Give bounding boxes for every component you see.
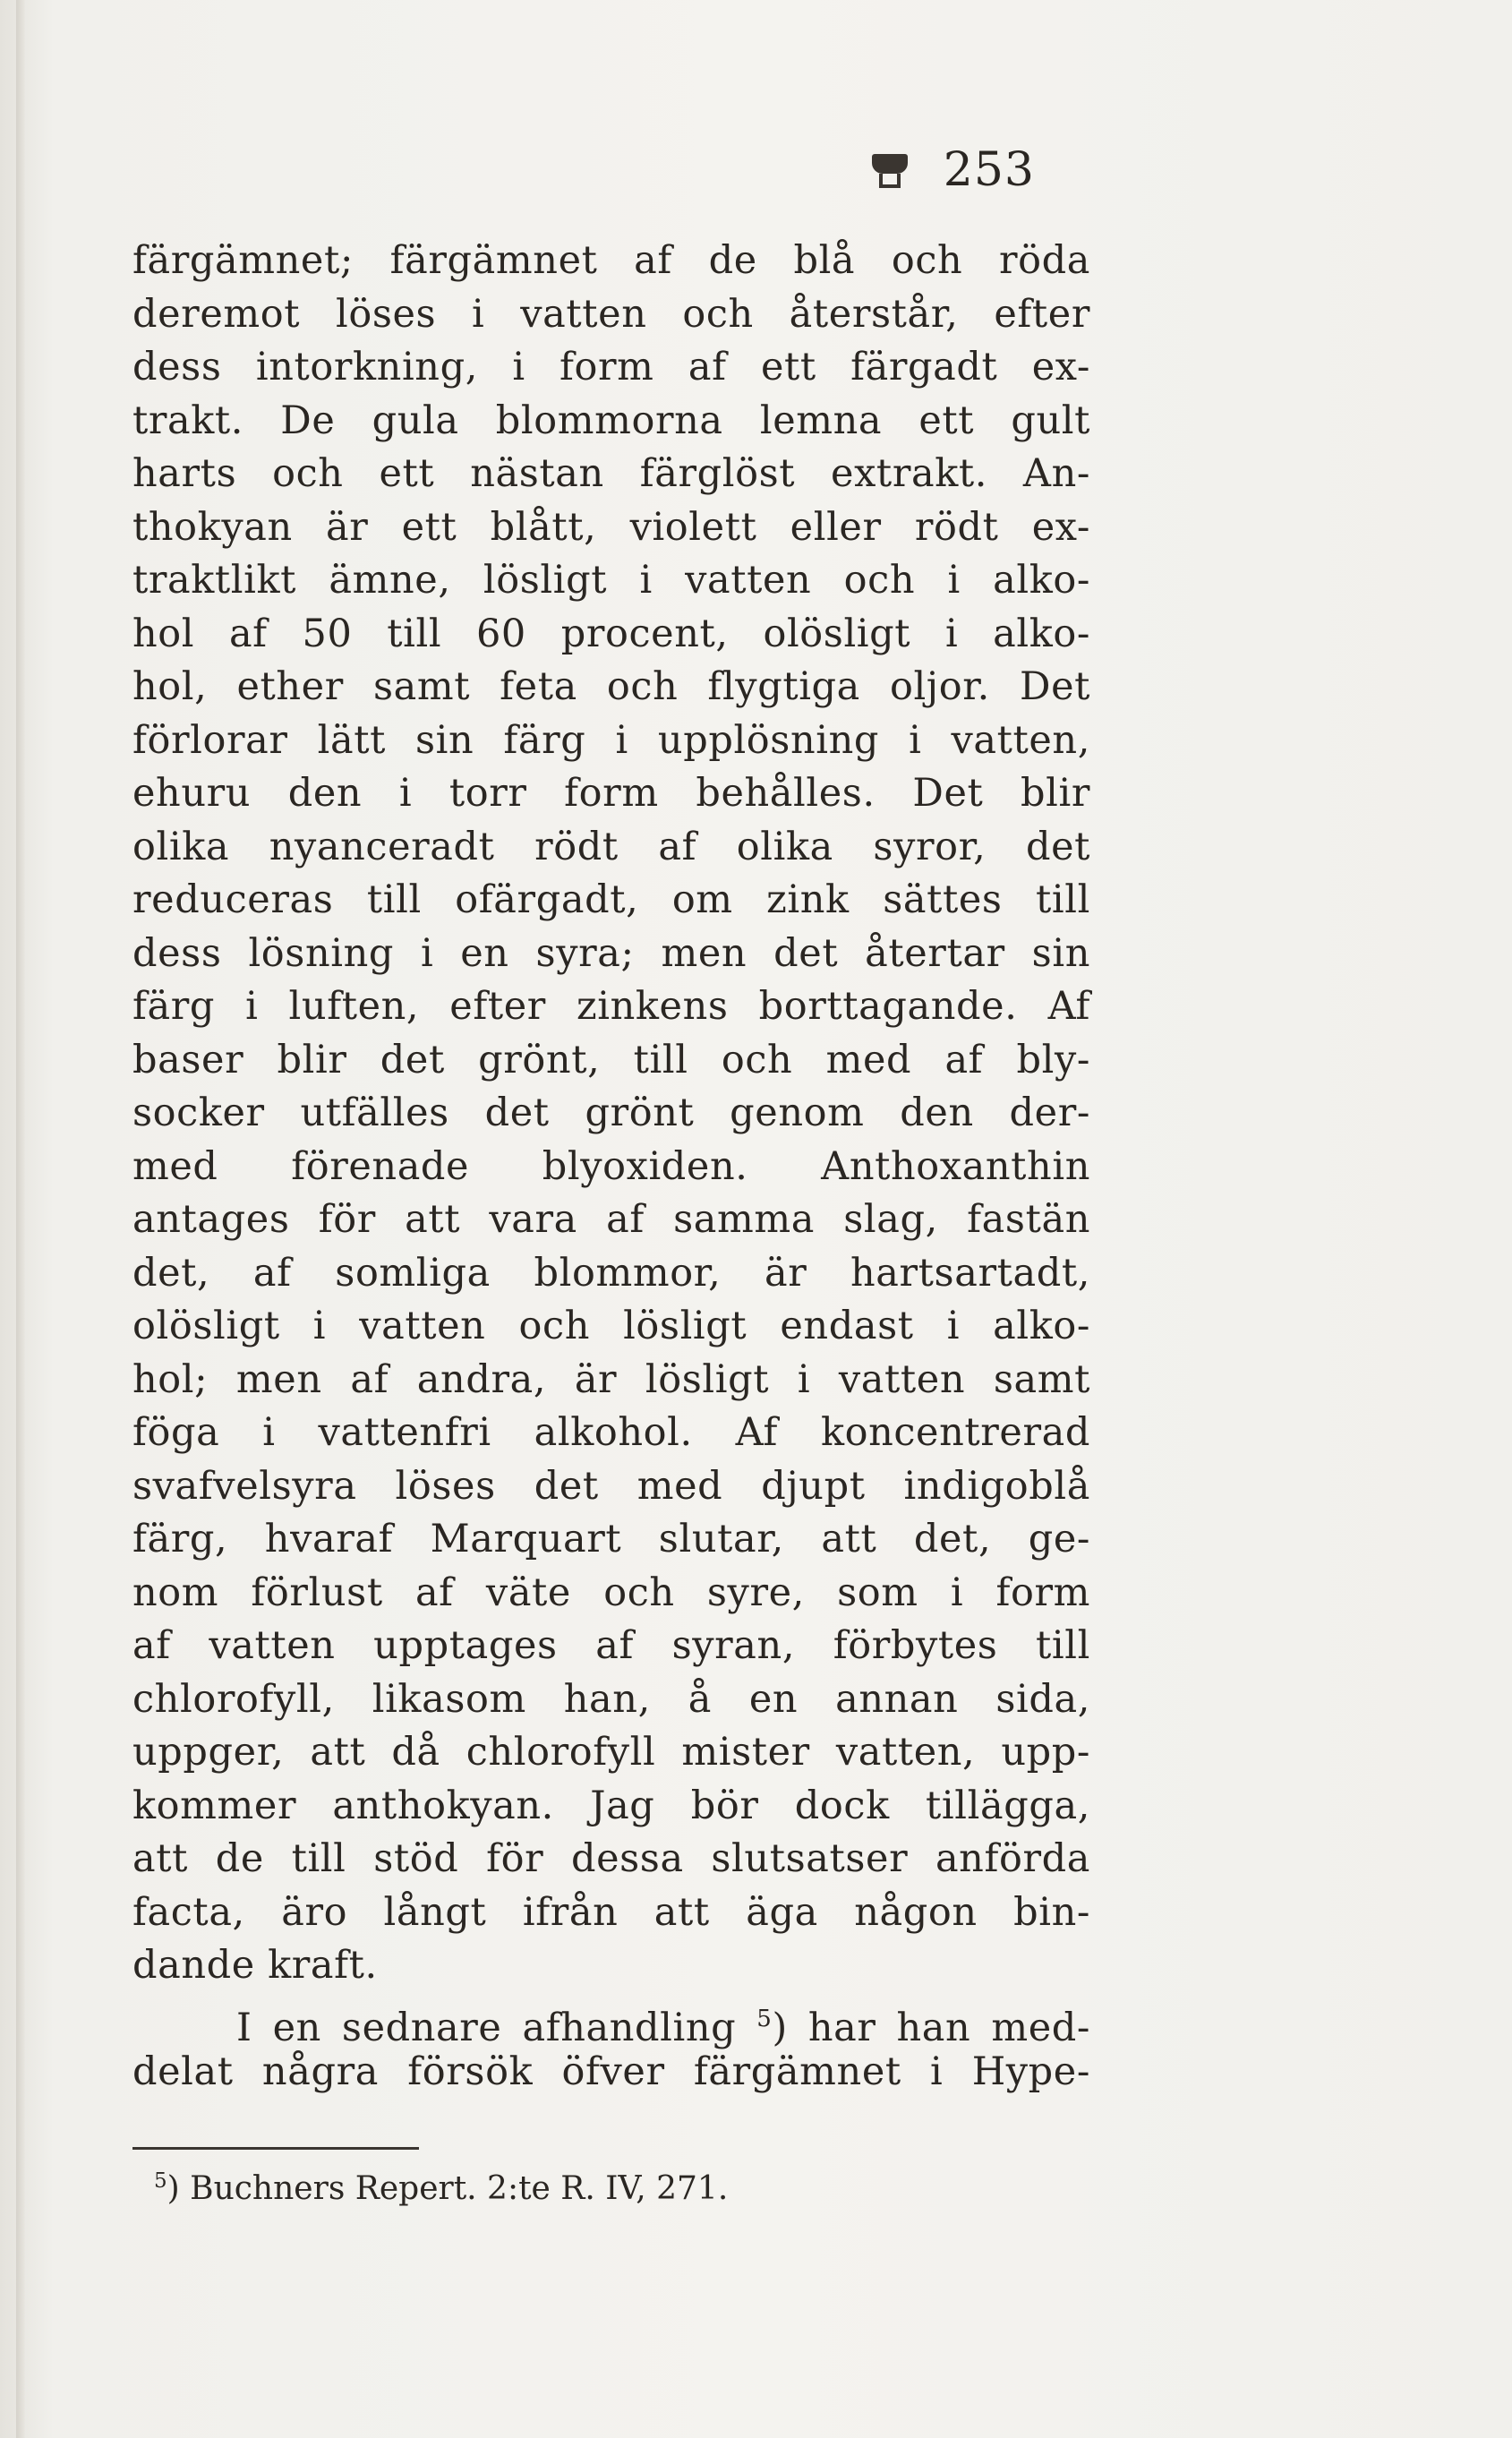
text-line: uppger, att då chlorofyll mister vatten, upp- xyxy=(132,1730,1090,1775)
text-line: reduceras till ofärgadt, om zink sättes till xyxy=(132,877,1090,922)
text-line: olösligt i vatten och lösligt endast i alko- xyxy=(132,1304,1090,1348)
text-line: antages för att vara af samma slag, fastän xyxy=(132,1197,1090,1242)
text-line: thokyan är ett blått, violett eller rödt ex- xyxy=(132,504,1090,550)
text-line: svafvelsyra löses det med djupt indigoblå xyxy=(132,1463,1090,1509)
paragraph-start-line xyxy=(132,1993,1090,2050)
footnote xyxy=(154,2156,728,2214)
footnote-rule xyxy=(132,2147,419,2150)
printer-ornament-icon xyxy=(872,150,908,190)
text-line: dande kraft. xyxy=(132,1943,378,1988)
text-line: dess intorkning, i form af ett färgadt ex- xyxy=(132,345,1090,389)
text-line: färgämnet; färgämnet af de blå och röda xyxy=(132,238,1090,283)
footnote-text: ) Buchners Repert. 2:te R. IV, 271. xyxy=(167,2170,729,2207)
text-line: olika nyanceradt rödt af olika syror, det xyxy=(132,824,1090,869)
text-line: harts och ett nästan färglöst extrakt. An- xyxy=(132,451,1090,496)
footnote-marker: 5 xyxy=(154,2169,167,2193)
paragraph-text: I en sednare afhandling xyxy=(236,2005,757,2050)
binding-edge xyxy=(16,0,25,2438)
text-line: hol af 50 till 60 procent, olösligt i alko- xyxy=(132,611,1090,656)
footnote-reference: 5 xyxy=(756,2005,773,2032)
text-line: delat några försök öfver färgämnet i Hype- xyxy=(132,2049,1090,2094)
body-text xyxy=(132,235,1090,2100)
text-line: förlorar lätt sin färg i upplösning i vatten, xyxy=(132,717,1090,763)
text-line: hol; men af andra, är lösligt i vatten samt xyxy=(132,1356,1090,1402)
text-line: trakt. De gula blommorna lemna ett gult xyxy=(132,398,1090,443)
text-line: kommer anthokyan. Jag bör dock tillägga, xyxy=(132,1783,1090,1828)
text-line: chlorofyll, likasom han, å en annan sida, xyxy=(132,1676,1090,1722)
running-head xyxy=(872,143,1035,197)
text-line: nom förlust af väte och syre, som i form xyxy=(132,1570,1090,1615)
text-line: hol, ether samt feta och flygtiga oljor. Det xyxy=(132,664,1090,709)
text-line: deremot löses i vatten och återstår, efter xyxy=(132,291,1090,337)
text-line: färg, hvaraf Marquart slutar, att det, ge- xyxy=(132,1517,1090,1561)
text-line: att de till stöd för dessa slutsatser anförda xyxy=(132,1836,1090,1881)
text-line: det, af somliga blommor, är hartsartadt, xyxy=(132,1250,1090,1296)
text-line: föga i vattenfri alkohol. Af koncentrerad xyxy=(132,1410,1090,1455)
text-line: dess lösning i en syra; men det återtar sin xyxy=(132,930,1090,976)
paragraph-text: ) har han med- xyxy=(772,2005,1090,2050)
text-line: med förenade blyoxiden. Anthoxanthin xyxy=(132,1143,1090,1189)
text-line: baser blir det grönt, till och med af bly- xyxy=(132,1037,1090,1082)
page-number: 253 xyxy=(943,143,1035,197)
text-line: färg i luften, efter zinkens borttagande. Af xyxy=(132,984,1090,1029)
text-line: ehuru den i torr form behålles. Det blir xyxy=(132,771,1090,816)
text-line: traktlikt ämne, lösligt i vatten och i alko- xyxy=(132,558,1090,603)
text-line: af vatten upptages af syran, förbytes till xyxy=(132,1623,1090,1668)
text-line: facta, äro långt ifrån att äga någon bin- xyxy=(132,1889,1090,1935)
text-line: socker utfälles det grönt genom den der- xyxy=(132,1091,1090,1135)
